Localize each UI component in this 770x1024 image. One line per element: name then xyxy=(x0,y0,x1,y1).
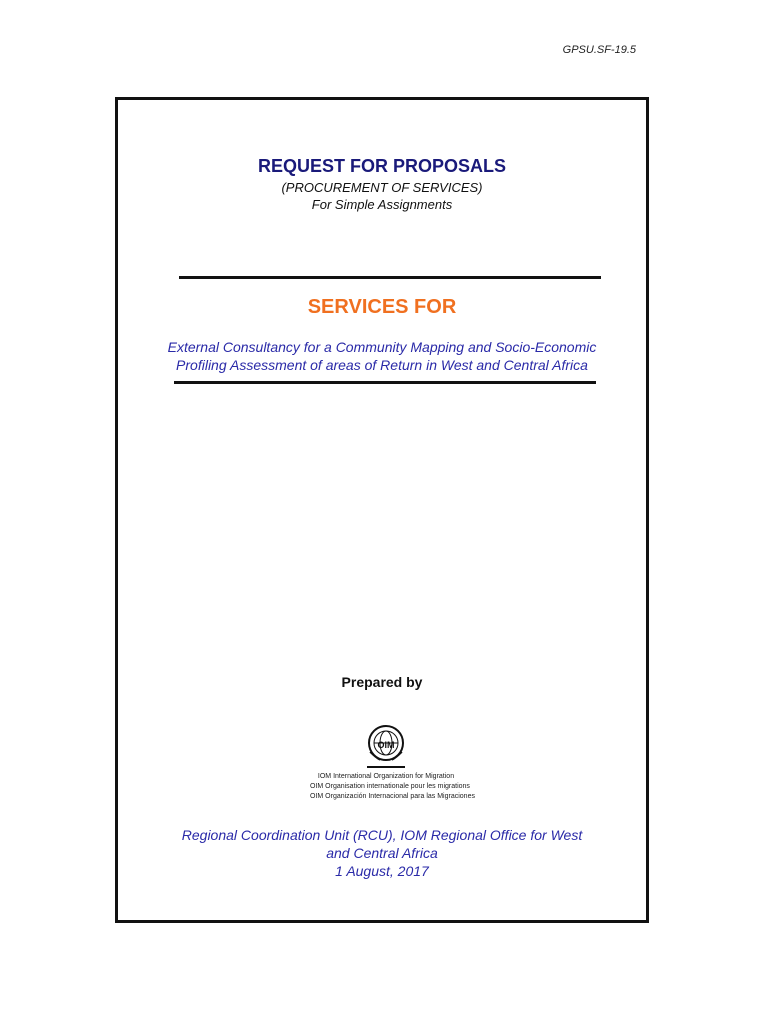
rfp-title: REQUEST FOR PROPOSALS xyxy=(257,156,507,176)
issuing-office xyxy=(118,826,646,880)
iom-globe-icon xyxy=(364,722,408,764)
iom-logo xyxy=(310,722,475,802)
project-description-line-2: Profiling Assessment of areas of Return in West and Central Africa xyxy=(176,357,588,373)
project-description-line-1: External Consultancy for a Community Mapping and Socio-Economic xyxy=(167,339,597,355)
logo-line-english: IOM International Organization for Migration xyxy=(317,773,455,780)
prepared-by-label: Prepared by xyxy=(341,674,423,690)
logo-line-spanish: OIM Organización Internacional para las Migraciones xyxy=(310,793,475,800)
rfp-subtitle-assignments: For Simple Assignments xyxy=(311,197,453,212)
divider-bottom xyxy=(174,381,596,384)
rfp-subtitle: (PROCUREMENT OF SERVICES) xyxy=(281,180,483,195)
issue-date: 1 August, 2017 xyxy=(335,863,429,879)
divider-top xyxy=(179,276,601,279)
cover-frame xyxy=(115,97,649,923)
issuing-office-line-2: and Central Africa xyxy=(326,845,438,861)
logo-line-french: OIM Organisation internationale pour les migrations xyxy=(310,783,470,790)
project-description xyxy=(118,338,646,374)
iom-emblem-letters: OIM xyxy=(377,740,395,750)
document-code: GPSU.SF-19.5 xyxy=(562,44,636,56)
issuing-office-line-1: Regional Coordination Unit (RCU), IOM Regional Office for West xyxy=(181,827,583,843)
logo-underline xyxy=(367,766,405,768)
services-heading: SERVICES FOR xyxy=(307,296,457,318)
